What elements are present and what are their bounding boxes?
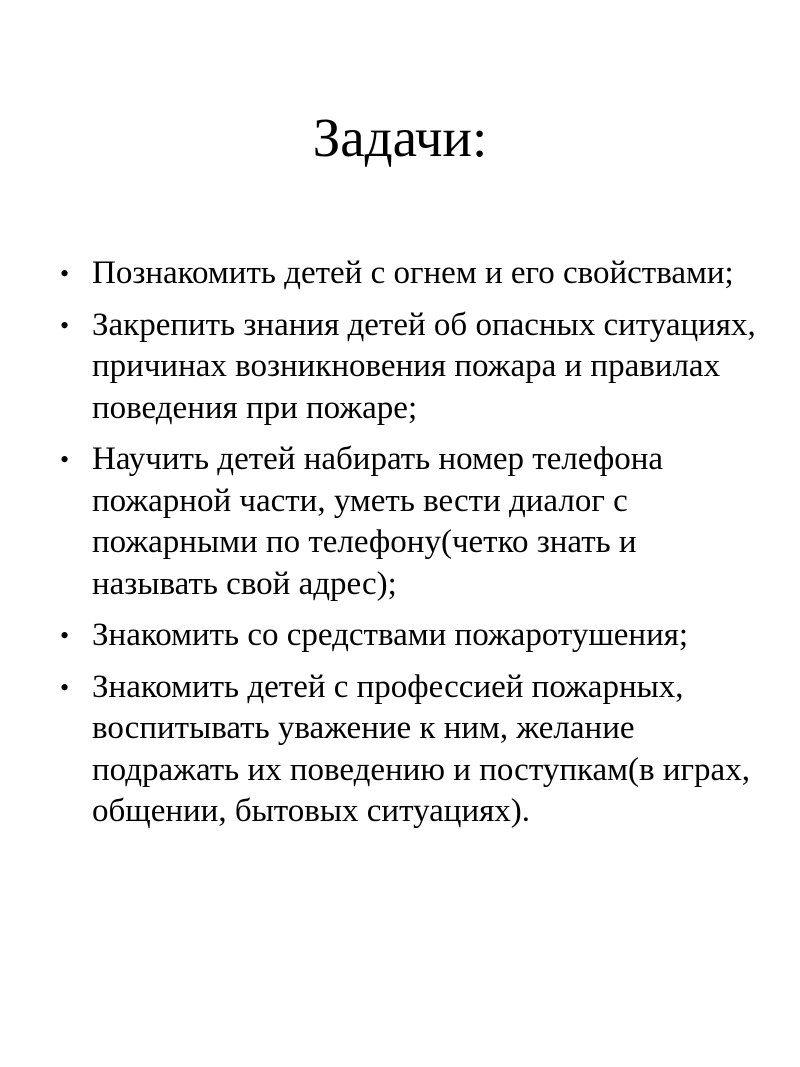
bullet-icon: •: [60, 672, 70, 702]
list-item: [60, 667, 760, 833]
list-item-text: Закрепить знания детей об опасных ситуациях, причинах возникновения пожара и правилах поведения при пожаре;: [92, 306, 756, 426]
list-item-text: Знакомить детей с профессией пожарных, воспитывать уважение к ним, желание подражать их поведению и поступкам(в играх, общении, бытовых ситуациях).: [92, 668, 750, 829]
task-list: [60, 253, 760, 843]
list-item-text: Знакомить со средствами пожаротушения;: [92, 617, 689, 653]
list-item: [60, 439, 760, 605]
list-item-text: Научить детей набирать номер телефона пожарной части, уметь вести диалог с пожарными по телефону(четко знать и называть свой адрес);: [92, 441, 664, 602]
list-item-text: Познакомить детей с огнем и его свойствами;: [92, 255, 734, 291]
bullet-icon: •: [60, 310, 70, 340]
bullet-icon: •: [60, 621, 70, 650]
bullet-icon: •: [60, 445, 70, 474]
list-item: [60, 253, 760, 295]
list-item: [60, 305, 760, 430]
bullet-icon: •: [60, 259, 70, 288]
list-item: [60, 615, 760, 657]
slide-title: Задачи:: [312, 107, 488, 168]
